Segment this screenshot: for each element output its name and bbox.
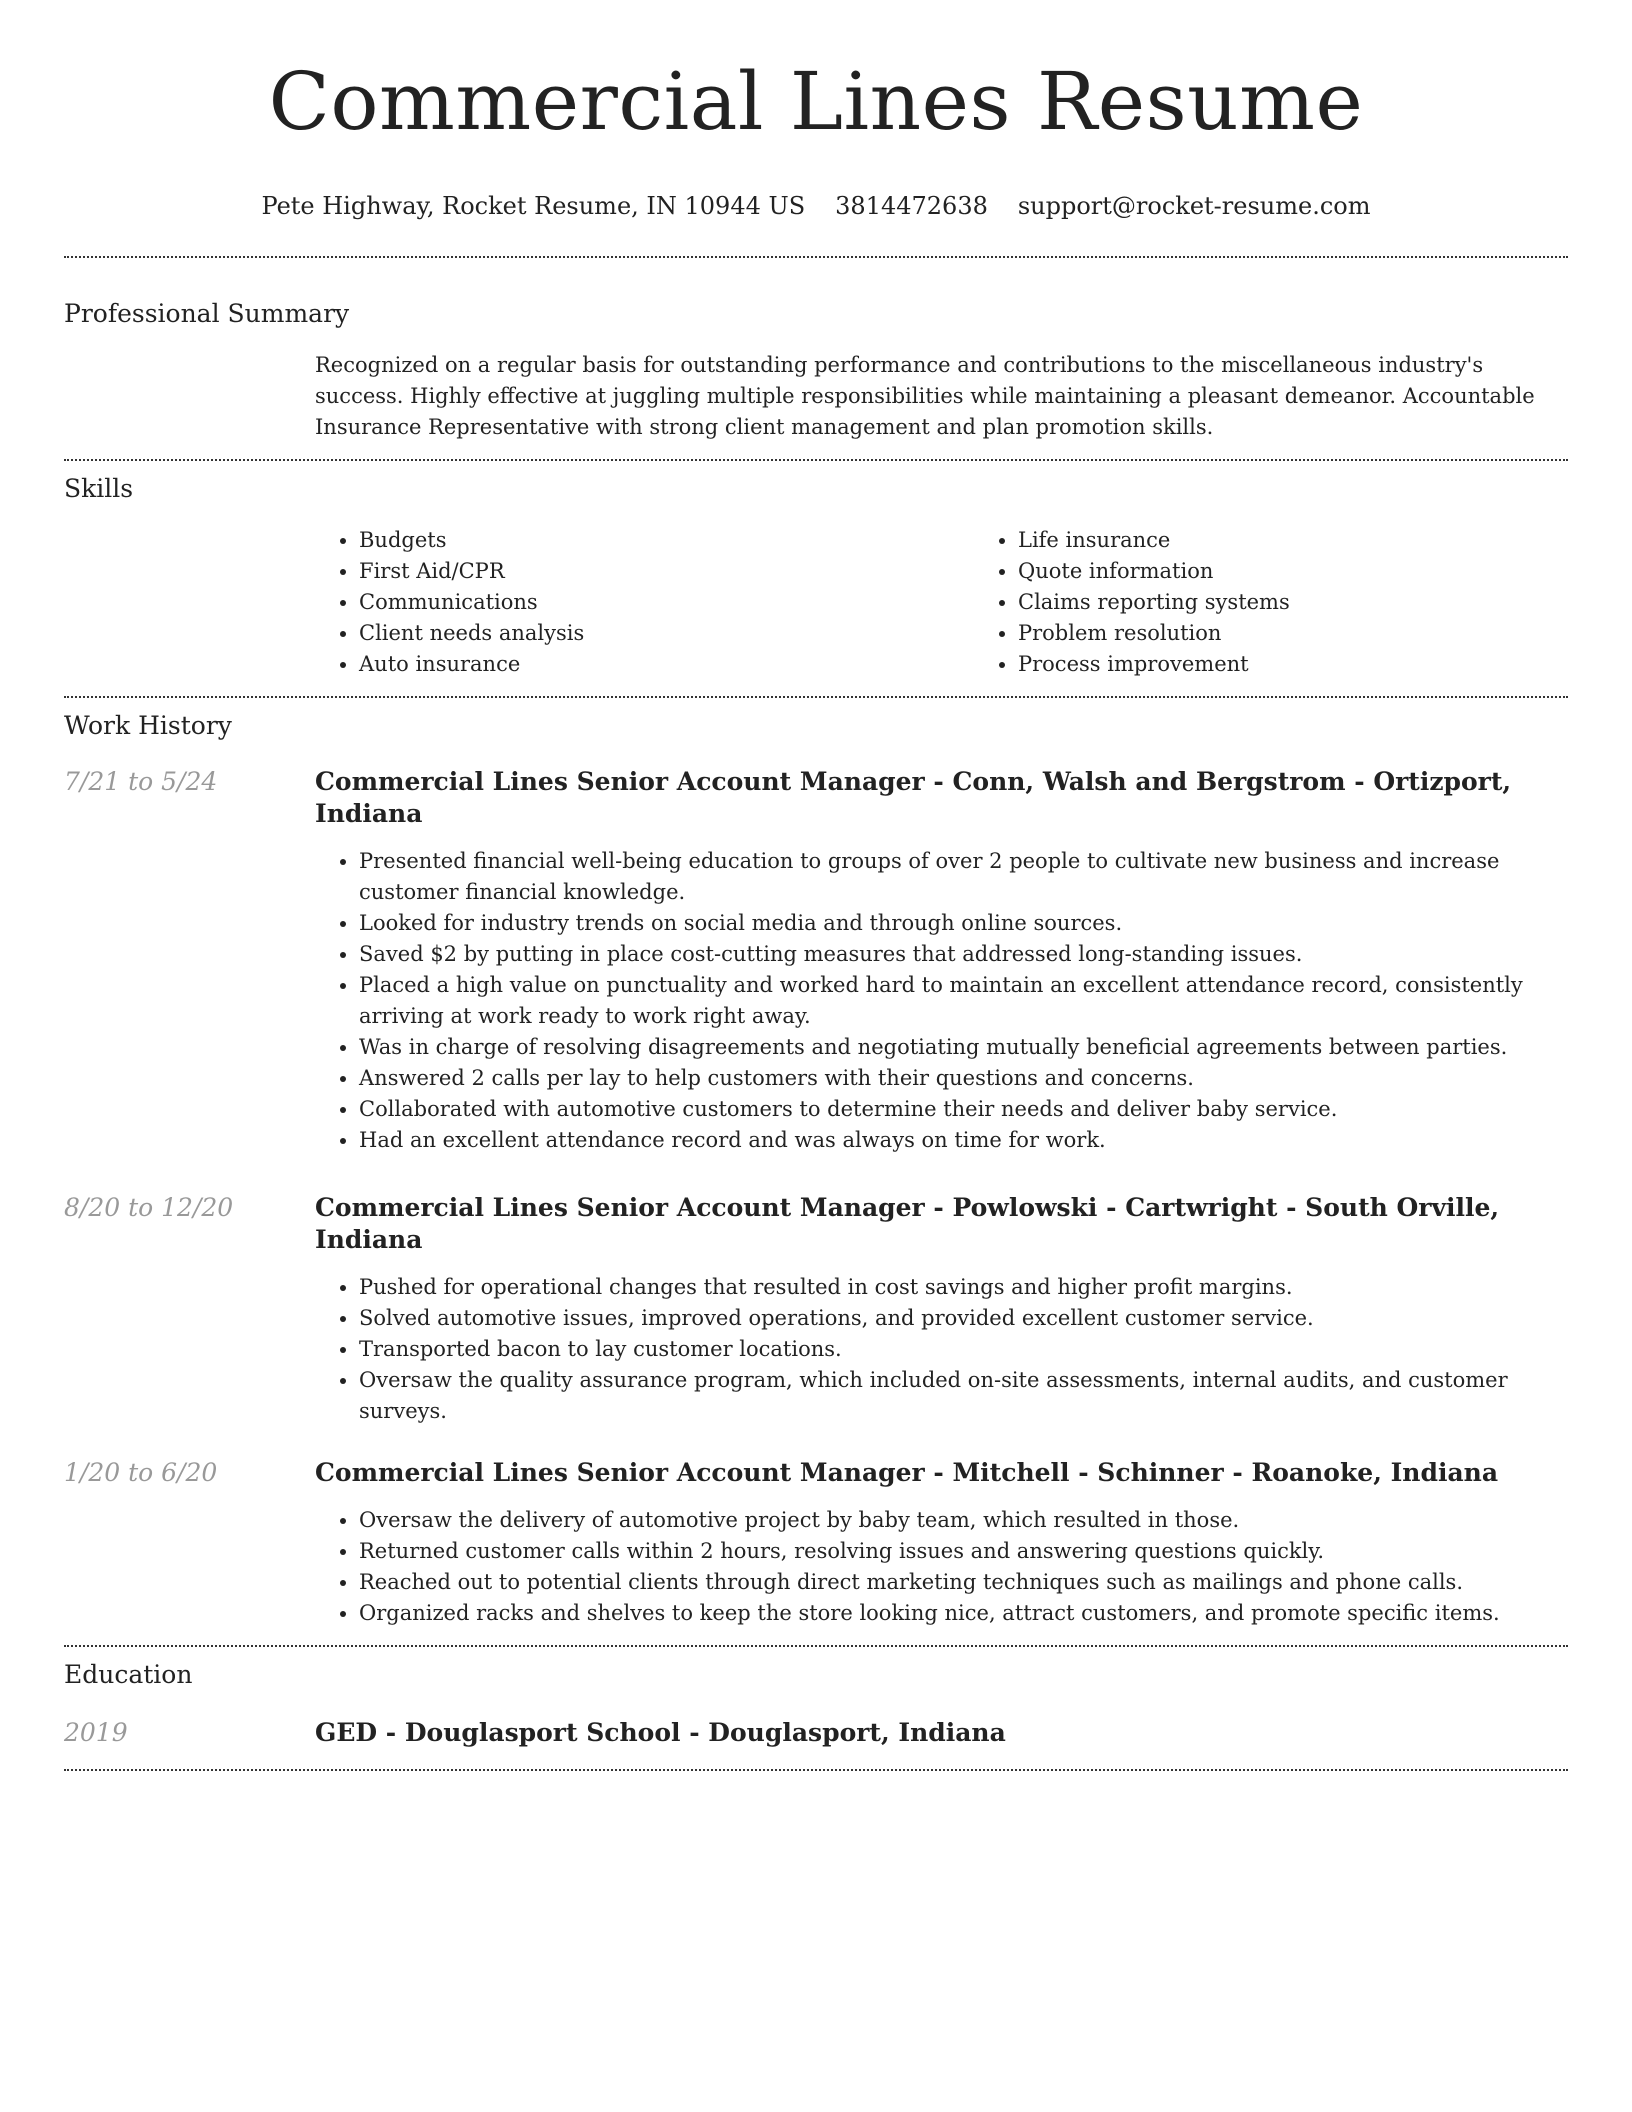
job-bullet: • Collaborated with automotive customers to determine their needs and deliver baby service. bbox=[359, 1094, 1568, 1125]
skill-item: • Problem resolution bbox=[1018, 618, 1632, 649]
job-title: Commercial Lines Senior Account Manager - Mitchell - Schinner - Roanoke, Indiana bbox=[315, 1458, 1499, 1487]
contact-email: support@rocket-resume.com bbox=[1017, 192, 1371, 220]
job-bullet: • Solved automotive issues, improved operations, and provided excellent customer service. bbox=[359, 1303, 1568, 1334]
job-left-spacer bbox=[64, 1272, 315, 1427]
job-bullets bbox=[315, 846, 1568, 1156]
divider bbox=[64, 459, 1568, 461]
job-title: Commercial Lines Senior Account Manager - Conn, Walsh and Bergstrom - Ortizport, Indiana bbox=[315, 767, 1512, 828]
job-bullet: • Returned customer calls within 2 hours, resolving issues and answering questions quickly. bbox=[359, 1536, 1568, 1567]
skills-section bbox=[64, 473, 1568, 680]
resume-title: Commercial Lines Resume bbox=[268, 55, 1364, 148]
job-bullet: • Transported bacon to lay customer locations. bbox=[359, 1334, 1568, 1365]
section-title-summary: Professional Summary bbox=[64, 299, 350, 328]
job-bullet: • Looked for industry trends on social media and through online sources. bbox=[359, 908, 1568, 939]
skills-list-left bbox=[315, 525, 974, 680]
skills-left-spacer bbox=[64, 525, 315, 680]
job-bullet: • Reached out to potential clients through direct marketing techniques such as mailings and phone calls. bbox=[359, 1567, 1568, 1598]
job-bullet: • Placed a high value on punctuality and worked hard to maintain an excellent attendance record, consistently arriving at work ready to work right away. bbox=[359, 970, 1568, 1032]
divider bbox=[64, 1769, 1568, 1771]
education-section bbox=[64, 1659, 1568, 1749]
job-title: Commercial Lines Senior Account Manager - Powlowski - Cartwright - South Orville, Indiana bbox=[315, 1193, 1500, 1254]
job-bullet: • Pushed for operational changes that resulted in cost savings and higher profit margins. bbox=[359, 1272, 1568, 1303]
job-bullet: • Answered 2 calls per lay to help customers with their questions and concerns. bbox=[359, 1063, 1568, 1094]
skill-item: • Budgets bbox=[359, 525, 974, 556]
section-title-education: Education bbox=[64, 1660, 193, 1689]
skill-item: • Process improvement bbox=[1018, 649, 1632, 680]
job-dates: 8/20 to 12/20 bbox=[64, 1193, 234, 1222]
job-bullet: • Presented financial well-being education to groups of over 2 people to cultivate new business and increase customer financial knowledge. bbox=[359, 846, 1568, 908]
skill-item: • Communications bbox=[359, 587, 974, 618]
summary-text: Recognized on a regular basis for outstanding performance and contributions to the miscellaneous industry's success. Highly effective at juggling multiple responsibilities while maintaining a pleasant demeanor. Accountable Insurance Representative with strong client management and plan promotion skills. bbox=[315, 353, 1535, 439]
job-bullets bbox=[315, 1272, 1568, 1427]
education-title: GED - Douglasport School - Douglasport, Indiana bbox=[315, 1718, 1006, 1747]
skill-item: • Claims reporting systems bbox=[1018, 587, 1632, 618]
divider bbox=[64, 696, 1568, 698]
job-bullet: • Oversaw the delivery of automotive project by baby team, which resulted in those. bbox=[359, 1505, 1568, 1536]
job-entry bbox=[64, 1192, 1568, 1427]
job-dates: 1/20 to 6/20 bbox=[64, 1458, 218, 1487]
skills-list-right bbox=[974, 525, 1632, 680]
job-bullet: • Oversaw the quality assurance program, which included on-site assessments, internal audits, and customer surveys. bbox=[359, 1365, 1568, 1427]
divider bbox=[64, 256, 1568, 258]
education-year: 2019 bbox=[64, 1718, 128, 1747]
summary-section bbox=[64, 298, 1568, 443]
contact-phone: 3814472638 bbox=[835, 192, 988, 220]
contact-line bbox=[64, 190, 1568, 222]
summary-left-spacer bbox=[64, 350, 315, 443]
job-bullet: • Saved $2 by putting in place cost-cutting measures that addressed long-standing issues. bbox=[359, 939, 1568, 970]
job-bullet: • Had an excellent attendance record and was always on time for work. bbox=[359, 1125, 1568, 1156]
skill-item: • Client needs analysis bbox=[359, 618, 974, 649]
work-history-section bbox=[64, 710, 1568, 1629]
section-title-skills: Skills bbox=[64, 474, 134, 503]
job-left-spacer bbox=[64, 846, 315, 1156]
skill-item: • Auto insurance bbox=[359, 649, 974, 680]
job-bullet: • Organized racks and shelves to keep the store looking nice, attract customers, and promote specific items. bbox=[359, 1598, 1568, 1629]
skill-item: • Life insurance bbox=[1018, 525, 1632, 556]
contact-address: Pete Highway, Rocket Resume, IN 10944 US bbox=[261, 192, 806, 220]
job-left-spacer bbox=[64, 1505, 315, 1629]
skill-item: • First Aid/CPR bbox=[359, 556, 974, 587]
job-entry bbox=[64, 1457, 1568, 1629]
job-entry bbox=[64, 766, 1568, 1156]
divider bbox=[64, 1645, 1568, 1647]
job-dates: 7/21 to 5/24 bbox=[64, 767, 218, 796]
skill-item: • Quote information bbox=[1018, 556, 1632, 587]
job-bullet: • Was in charge of resolving disagreements and negotiating mutually beneficial agreements between parties. bbox=[359, 1032, 1568, 1063]
section-title-work-history: Work History bbox=[64, 711, 232, 740]
job-bullets bbox=[315, 1505, 1568, 1629]
